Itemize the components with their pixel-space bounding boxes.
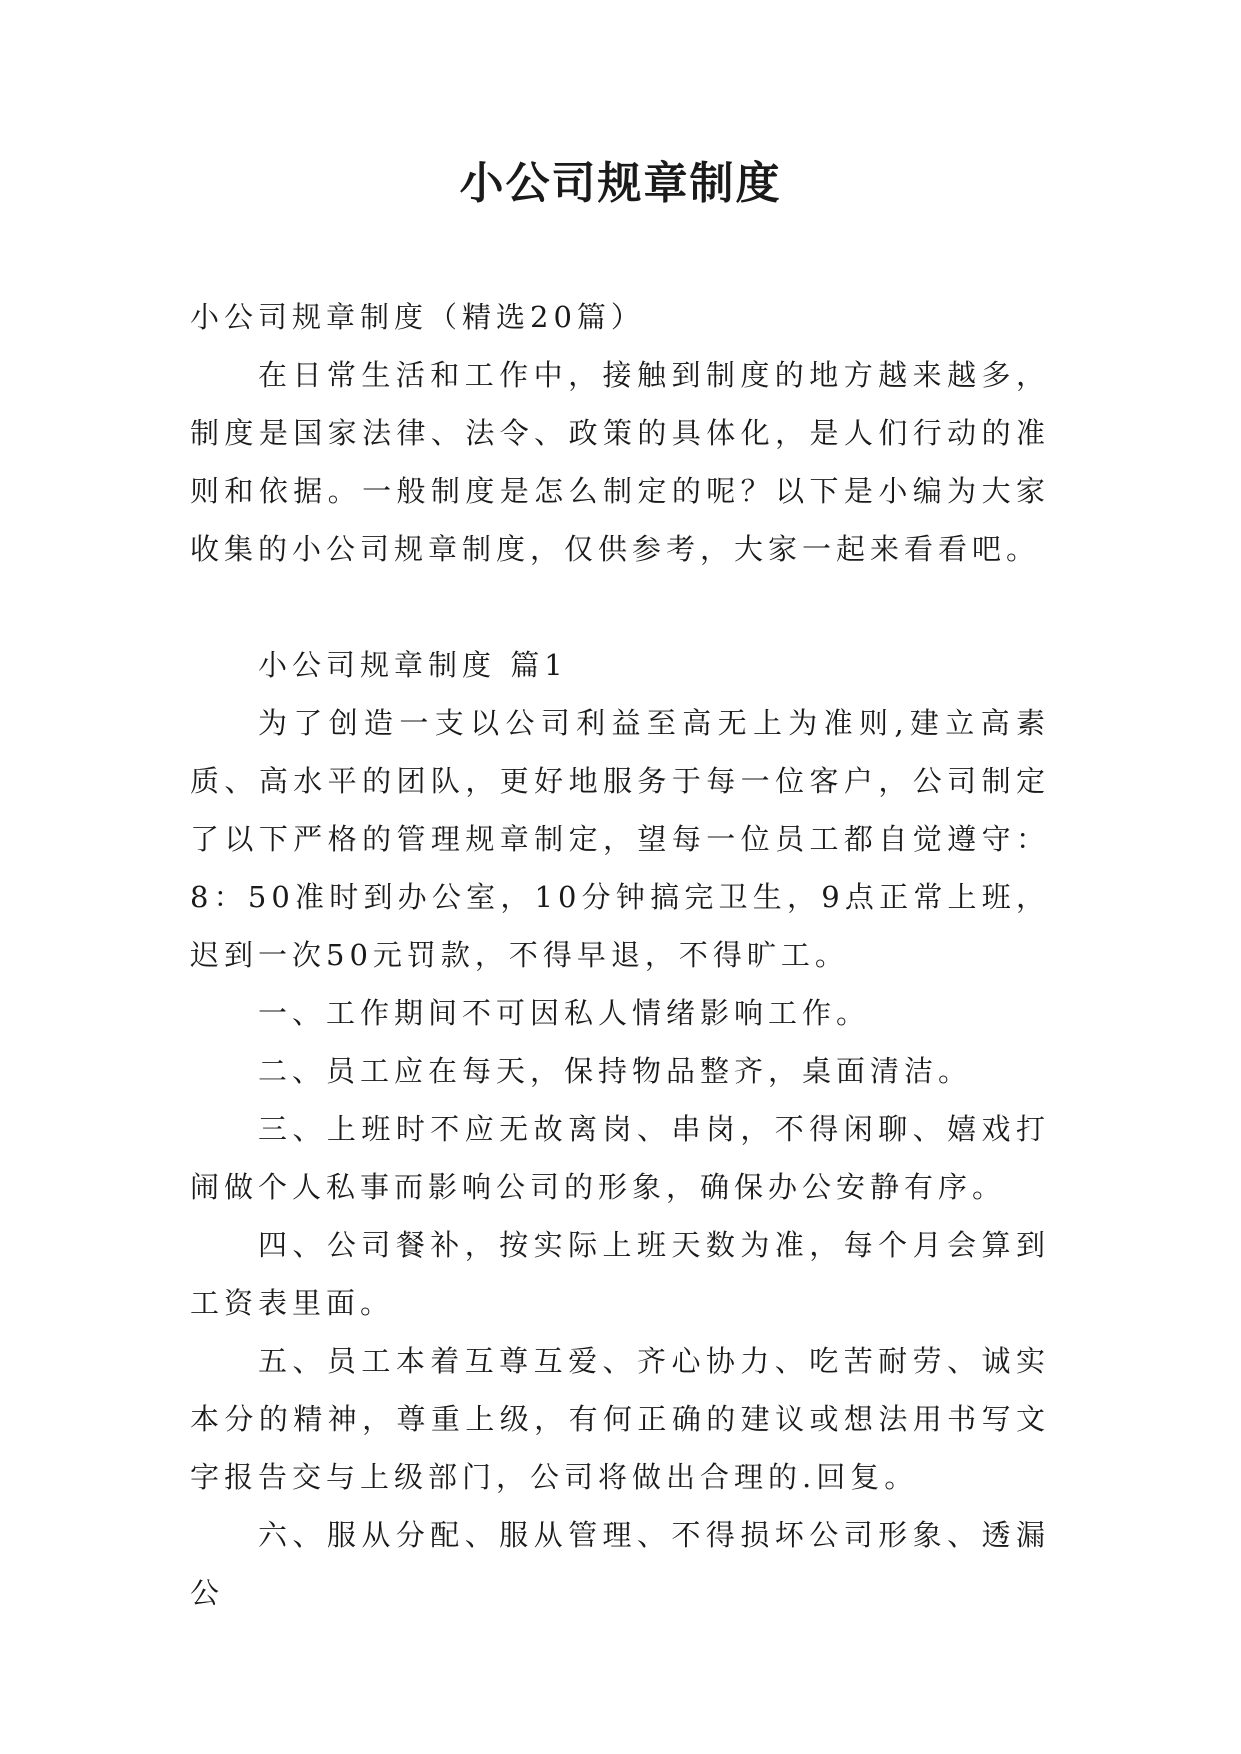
section-heading: 小公司规章制度 篇1	[258, 648, 568, 682]
document-body	[190, 288, 1050, 1622]
paragraph-opening: 为了创造一支以公司利益至高无上为准则,建立高素质、高水平的团队，更好地服务于每一位客户，公司制定了以下严格的管理规章制定，望每一位员工都自觉遵守：8：50准时到办公室，10分钟搞完卫生，9点正常上班，迟到一次50元罚款，不得早退，不得旷工。	[190, 706, 1050, 972]
rule-item-5: 五、员工本着互尊互爱、齐心协力、吃苦耐劳、诚实本分的精神，尊重上级，有何正确的建议或想法用书写文字报告交与上级部门，公司将做出合理的.回复。	[190, 1344, 1050, 1494]
paragraph-spacer	[190, 578, 1050, 636]
document-subtitle: 小公司规章制度（精选20篇）	[190, 300, 645, 334]
intro-paragraph: 在日常生活和工作中，接触到制度的地方越来越多，制度是国家法律、法令、政策的具体化，是人们行动的准则和依据。一般制度是怎么制定的呢？以下是小编为大家收集的小公司规章制度，仅供参考，大家一起来看看吧。	[190, 358, 1050, 566]
rule-item-3: 三、上班时不应无故离岗、串岗，不得闲聊、嬉戏打闹做个人私事而影响公司的形象，确保办公安静有序。	[190, 1112, 1050, 1204]
rule-item-2: 二、员工应在每天，保持物品整齐，桌面清洁。	[258, 1054, 973, 1088]
rule-item-1: 一、工作期间不可因私人情绪影响工作。	[258, 996, 871, 1030]
rule-item-4: 四、公司餐补，按实际上班天数为准，每个月会算到工资表里面。	[190, 1228, 1050, 1320]
rule-item-6: 六、服从分配、服从管理、不得损坏公司形象、透漏公	[190, 1518, 1050, 1610]
document-title: 小公司规章制度	[459, 158, 782, 209]
